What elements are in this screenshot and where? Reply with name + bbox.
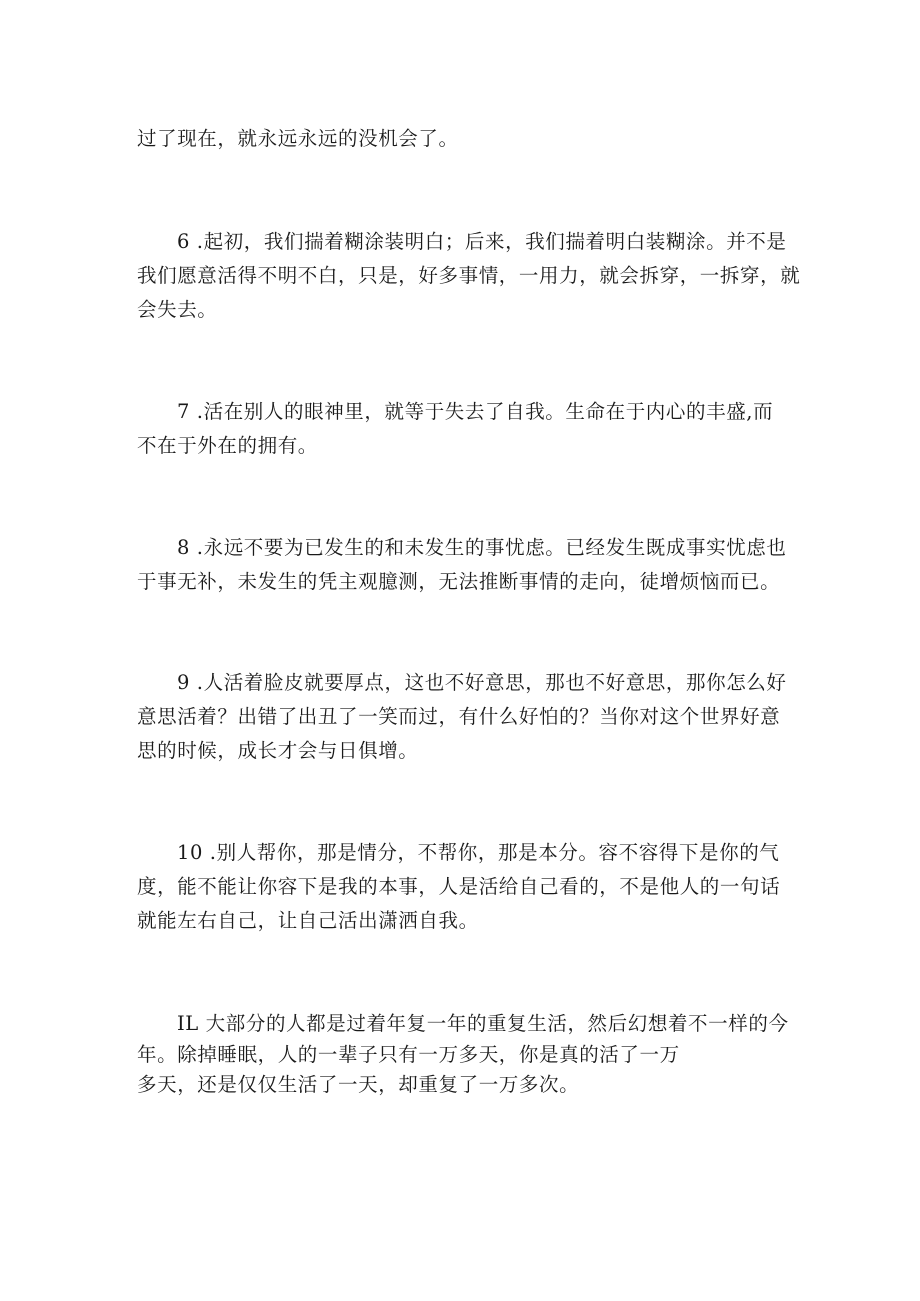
paragraph-8-line-1: 8 .永远不要为已发生的和未发生的事忧虑。已经发生既成事实忧虑也: [177, 536, 787, 559]
paragraph-10-line-2: 度，能不能让你容下是我的本事，人是活给自己看的，不是他人的一句话: [137, 875, 781, 898]
paragraph-11-line-3: 多天，还是仅仅生活了一天，却重复了一万多次。: [137, 1073, 580, 1096]
paragraph-9-line-3: 思的时候，成长才会与日俱增。: [137, 739, 419, 762]
paragraph-11-line-1: IL 大部分的人都是过着年复一年的重复生活，然后幻想着不一样的今: [177, 1012, 789, 1035]
paragraph-10-line-3: 就能左右自己，让自己活出潇洒自我。: [137, 909, 479, 932]
paragraph-6-line-1: 6 .起初，我们揣着糊涂装明白；后来，我们揣着明白装糊涂。并不是: [177, 230, 787, 253]
paragraph-9-line-1: 9 .人活着脸皮就要厚点，这也不好意思，那也不好意思，那你怎么好: [177, 671, 787, 694]
paragraph-11-line-2: 年。除掉睡眠，人的一辈子只有一万多天，你是真的活了一万: [137, 1043, 680, 1066]
paragraph-7-line-1: 7 .活在别人的眼神里，就等于失去了自我。生命在于内心的丰盛,而: [177, 400, 774, 423]
paragraph-8-line-2: 于事无补，未发生的凭主观臆测，无法推断事情的走向，徒增烦恼而已。: [137, 570, 781, 593]
paragraph-10-line-1: 10 .别人帮你，那是情分，不帮你，那是本分。容不容得下是你的气: [177, 841, 780, 864]
paragraph-6-line-2: 我们愿意活得不明不白，只是，好多事情，一用力，就会拆穿，一拆穿，就: [137, 264, 801, 287]
paragraph-7-line-2: 不在于外在的拥有。: [137, 434, 318, 457]
paragraph-9-line-2: 意思活着？出错了出丑了一笑而过，有什么好怕的？当你对这个世界好意: [137, 705, 781, 728]
paragraph-continued-line-1: 过了现在，就永远永远的没机会了。: [137, 127, 459, 150]
paragraph-6-line-3: 会失去。: [137, 298, 218, 321]
